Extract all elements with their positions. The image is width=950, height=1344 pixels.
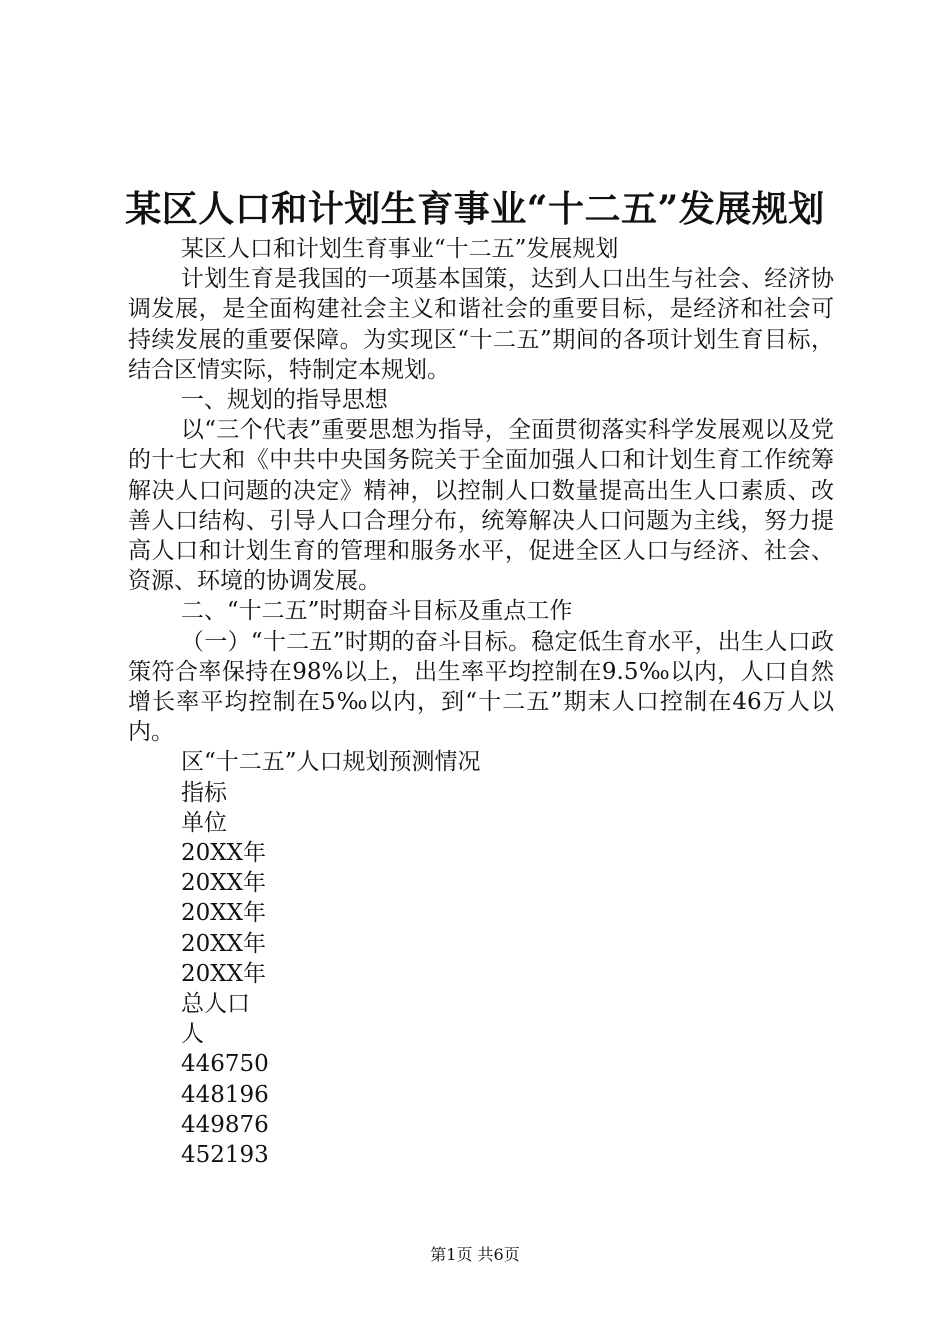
table-cell: 449876 xyxy=(181,1111,269,1138)
section-heading-2: 二、“十二五”时期奋斗目标及重点工作 xyxy=(180,598,573,625)
table-cell: 20XX年 xyxy=(181,900,267,927)
table-cell: 452193 xyxy=(181,1142,269,1169)
table-cell: 指标 xyxy=(181,779,227,806)
table-cell: 总人口 xyxy=(181,991,250,1018)
document-title: 某区人口和计划生育事业“十二五”发展规划 xyxy=(125,188,825,230)
table-cell: 20XX年 xyxy=(181,840,267,867)
intro-paragraph: 计划生育是我国的一项基本国策，达到人口出生与社会、经济协调发展，是全面构建社会主义和谐社会的重要目标，是经济和社会可持续发展的重要保障。为实现区“十二五”期间的各项计划生育目标，结合区情实际，特制定本规划。 xyxy=(128,266,834,383)
table-cell: 单位 xyxy=(181,809,227,836)
document-body xyxy=(128,234,834,1170)
goals-paragraph: （一）“十二五”时期的奋斗目标。稳定低生育水平，出生人口政策符合率保持在98%以上，出生率平均控制在9.5‰以内，人口自然增长率平均控制在5‰以内，到“十二五”期末人口控制在46万人以内。 xyxy=(128,628,834,746)
page-footer: 第1页 共6页 xyxy=(430,1245,520,1264)
table-cell: 20XX年 xyxy=(181,930,267,957)
table-cell: 446750 xyxy=(181,1051,269,1078)
table-cell: 人 xyxy=(181,1021,204,1048)
table-caption: 区“十二五”人口规划预测情况 xyxy=(181,749,481,776)
table-cell: 448196 xyxy=(181,1081,269,1108)
subtitle-paragraph: 某区人口和计划生育事业“十二五”发展规划 xyxy=(180,236,619,262)
table-cell: 20XX年 xyxy=(181,960,267,987)
section-heading-1: 一、规划的指导思想 xyxy=(180,387,388,414)
table-cell: 20XX年 xyxy=(181,870,267,897)
guiding-thought-paragraph: 以“三个代表”重要思想为指导，全面贯彻落实科学发展观以及党的十七大和《中共中央国务院关于全面加强人口和计划生育工作统筹解决人口问题的决定》精神，以控制人口数量提高出生人口素质、改善人口结构、引导人口合理分布，统筹解决人口问题为主线，努力提高人口和计划生育的管理和服务水平，促进全区人口与经济、社会、资源、环境的协调发展。 xyxy=(128,417,834,595)
